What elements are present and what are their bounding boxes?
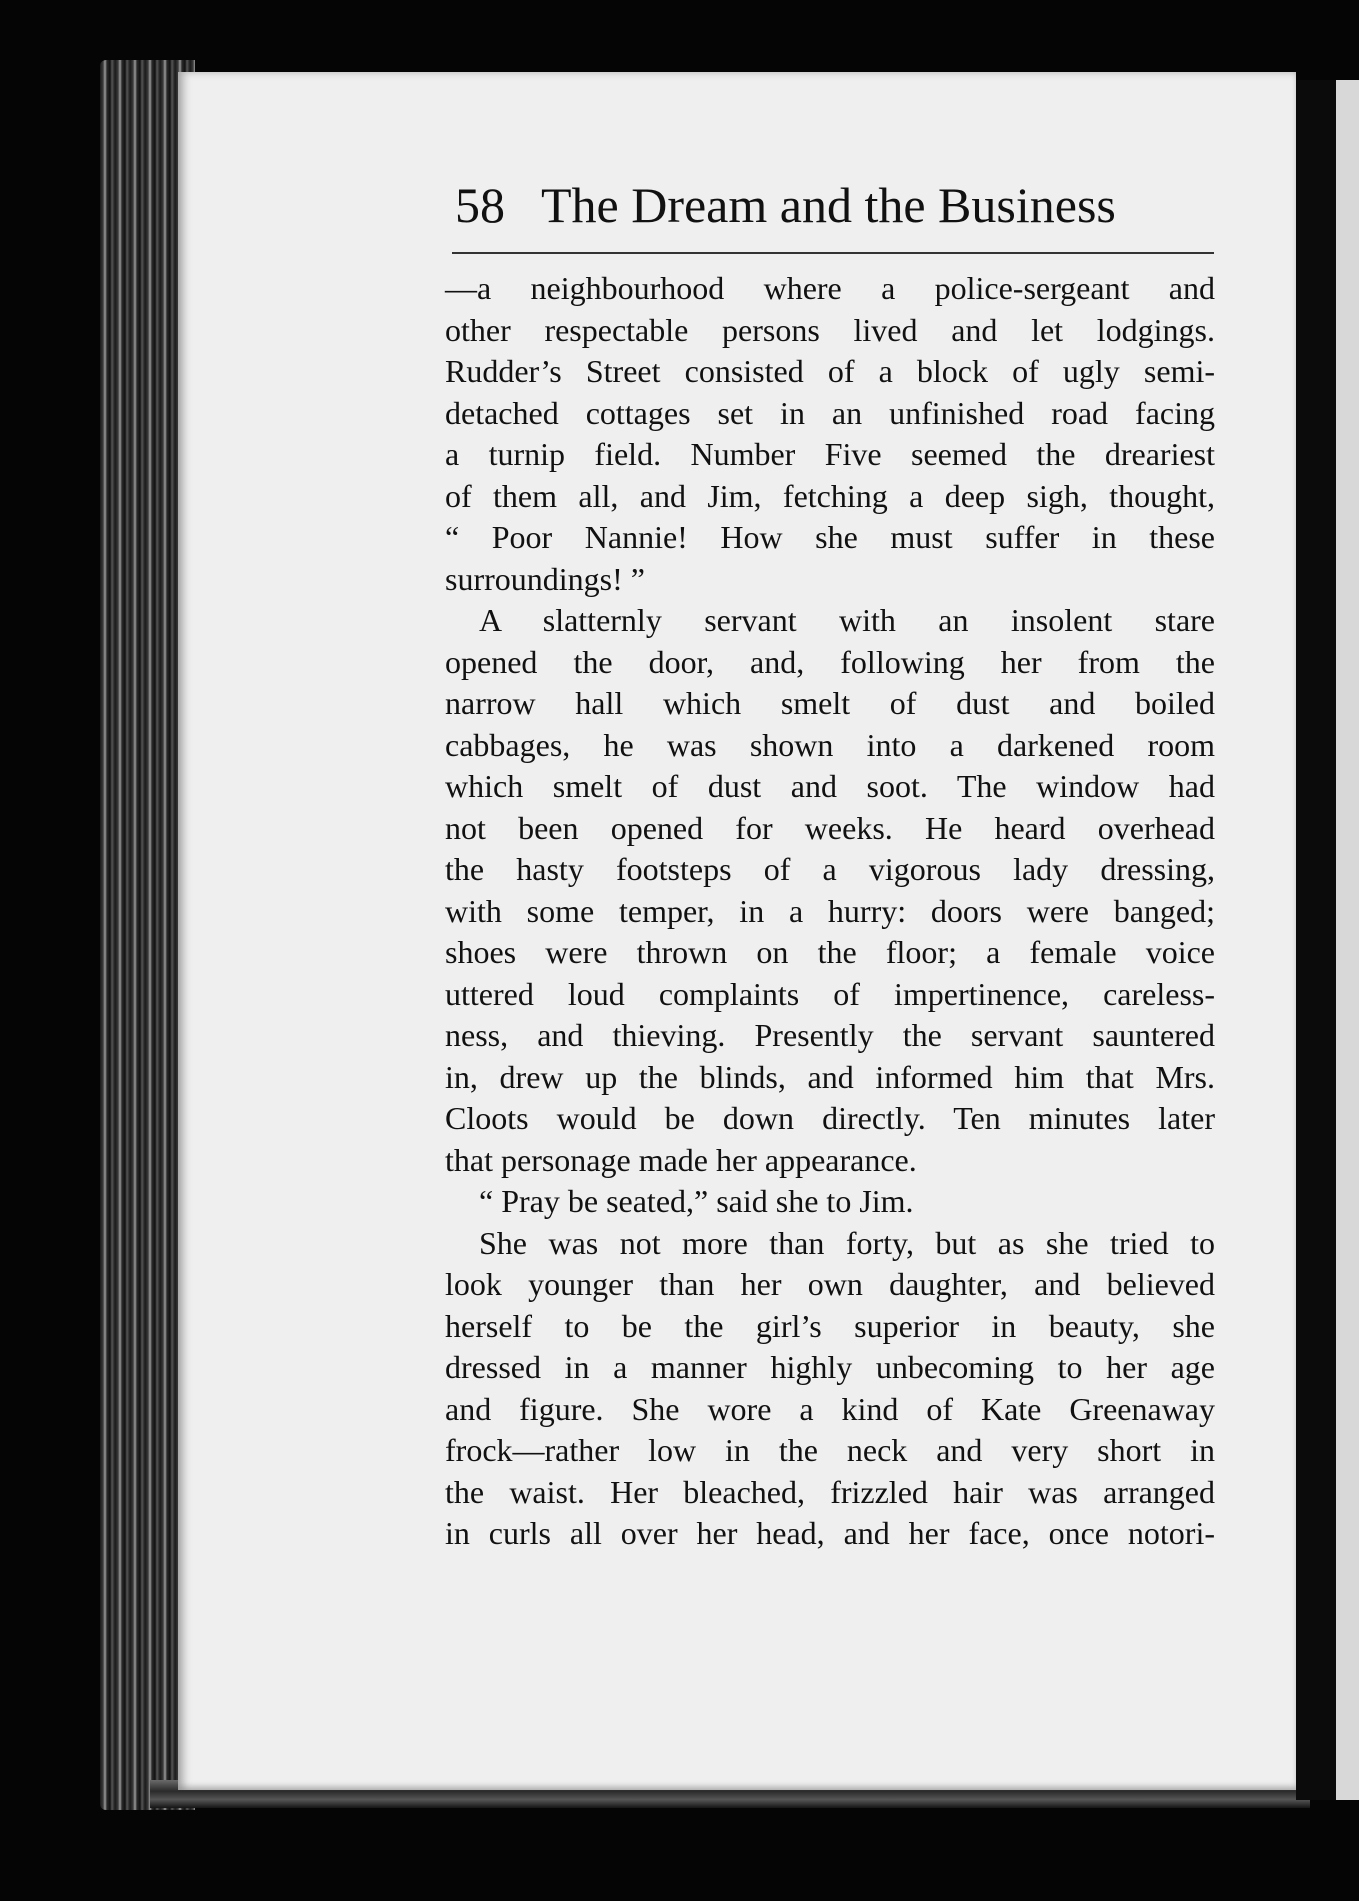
text-line: Rudder’s Street consisted of a block of ugly semi-	[445, 353, 1215, 389]
body-text	[445, 268, 1215, 1555]
text-line: She was not more than forty, but as she tried to	[479, 1224, 1215, 1261]
text-line: other respectable persons lived and let lodgings.	[445, 311, 1215, 348]
text-line: a turnip field. Number Five seemed the dreariest	[445, 436, 1215, 472]
running-title: The Dream and the Business	[541, 177, 1116, 233]
text-line: of them all, and Jim, fetching a deep sigh, thought,	[445, 477, 1215, 514]
text-line: and figure. She wore a kind of Kate Greenaway	[445, 1390, 1215, 1427]
text-line: narrow hall which smelt of dust and boiled	[445, 685, 1215, 721]
text-line: opened the door, and, following her from the	[445, 643, 1215, 680]
text-line: in curls all over her head, and her face, once notori-	[445, 1515, 1215, 1551]
page-number: 58	[455, 177, 505, 233]
text-line: shoes were thrown on the floor; a female voice	[445, 934, 1215, 970]
text-line: herself to be the girl’s superior in beauty, she	[445, 1307, 1215, 1344]
text-line: “ Poor Nannie! How she must suffer in these	[445, 519, 1215, 555]
text-line: ness, and thieving. Presently the servant sauntered	[445, 1017, 1215, 1053]
facing-page-edge	[1336, 80, 1359, 1800]
text-line: not been opened for weeks. He heard overhead	[445, 809, 1215, 846]
text-line: surroundings! ”	[445, 560, 645, 597]
text-line: with some temper, in a hurry: doors were banged;	[445, 892, 1215, 929]
text-line: dressed in a manner highly unbecoming to her age	[445, 1349, 1215, 1385]
text-line: uttered loud complaints of impertinence, careless-	[445, 975, 1215, 1012]
text-line: detached cottages set in an unfinished road facing	[445, 394, 1215, 431]
text-line: that personage made her appearance.	[445, 1141, 917, 1178]
text-line: look younger than her own daughter, and believed	[445, 1266, 1215, 1302]
running-header	[455, 170, 1215, 240]
text-line: cabbages, he was shown into a darkened room	[445, 726, 1215, 763]
text-line: which smelt of dust and soot. The window had	[445, 768, 1215, 804]
text-line: —a neighbourhood where a police-sergeant and	[445, 270, 1215, 306]
text-line: the waist. Her bleached, frizzled hair was arranged	[445, 1473, 1215, 1510]
text-line: Cloots would be down directly. Ten minutes later	[445, 1100, 1215, 1136]
header-rule	[452, 252, 1214, 254]
text-line: “ Pray be seated,” said she to Jim.	[479, 1183, 914, 1219]
text-line: in, drew up the blinds, and informed him that Mrs.	[445, 1058, 1215, 1095]
text-line: the hasty footsteps of a vigorous lady dressing,	[445, 851, 1215, 887]
text-line: A slatternly servant with an insolent stare	[479, 602, 1215, 638]
text-line: frock—rather low in the neck and very short in	[445, 1432, 1215, 1468]
book-gutter	[1296, 80, 1336, 1800]
